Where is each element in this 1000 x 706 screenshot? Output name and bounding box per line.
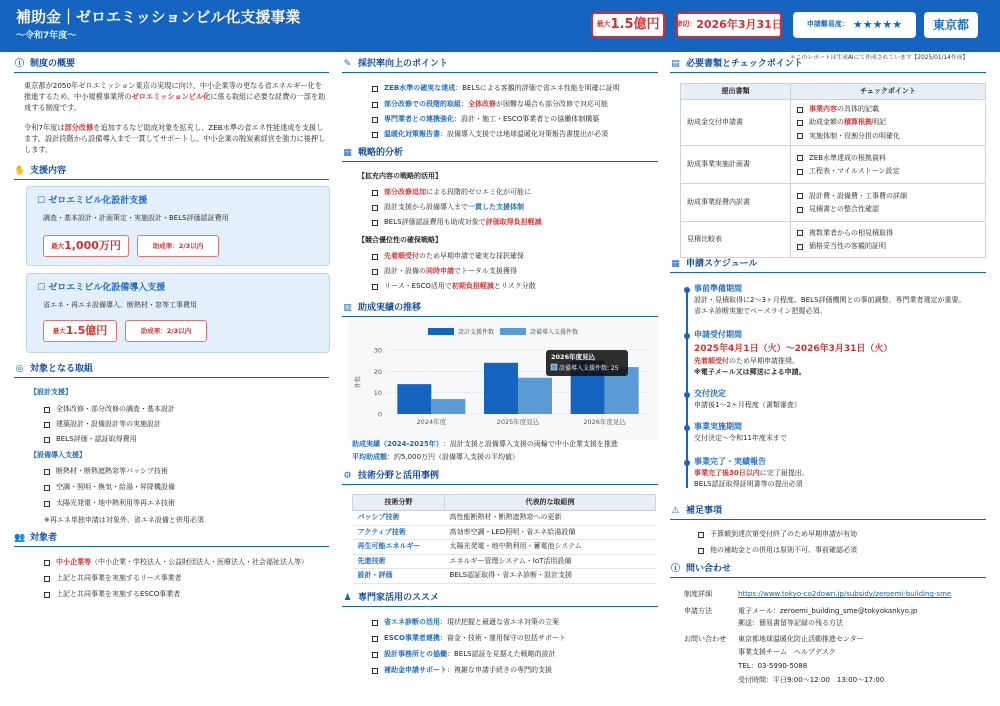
tooltip-value: 設備導入支援件数: 25	[559, 365, 619, 372]
list-item: 空調・照明・換気・給湯・昇降機設備	[44, 483, 175, 492]
contact-detail-label: 制度詳細	[684, 590, 712, 598]
list-item: 省エネ診断の活用 ：現状把握と最適な省エネ対策の立案	[372, 618, 559, 627]
section-support: ✋ 支援内容	[14, 165, 329, 180]
x-tick-label: 2025年度見込	[496, 418, 540, 426]
star-icons: ★★★★★	[852, 17, 903, 31]
targets-note: ※再エネ単独申請は対象外、省エネ設備と併用必須	[44, 516, 204, 524]
handshake-icon: ✋	[14, 165, 26, 176]
tooltip-swatch	[551, 364, 557, 370]
list-item: 設計支援から設備導入まで 一貫した支援体制	[372, 203, 524, 212]
page-subtitle: 〜令和7年度〜	[16, 31, 77, 41]
table-row: 助成金交付申請書 事業内容 の具体的記載 助成金額の 積算根拠 明記 実施体制・役割分担の明確化	[681, 100, 986, 146]
y-tick-label: 10	[373, 389, 382, 398]
gear-icon: ⚙	[343, 470, 352, 481]
support-card-equipment: ☐ ゼロエミビル化設備導入支援 省エネ・再エネ設備導入、断熱材・窓等工事費用 最大 1.5億円 助成率： 2/3以内	[26, 273, 330, 353]
results-bar-chart	[348, 320, 658, 440]
y-axis-label: 件数	[355, 375, 362, 389]
bar	[518, 378, 552, 414]
list-item: 上記と共同事業を実施するリース事業者	[44, 574, 182, 583]
section-tech: ⚙ 技術分野と活用事例	[342, 470, 658, 485]
list-item: 部分改修追加 による段階的ゼロエミ化が可能に	[372, 188, 531, 197]
section-docs: ▤ 必要書類とチェックポイント	[670, 58, 986, 73]
section-schedule: ▦ 申請スケジュール	[670, 258, 986, 273]
table-row: 助成事業実施計画書 ZEB水準達成の根拠資料 工程表・マイルストーン設定	[681, 146, 986, 184]
contact-inquiry-label: お問い合わせ	[684, 635, 726, 643]
bar	[431, 399, 465, 414]
list-item: 温暖化対策報告書 ：設備導入支援では地球温暖化対策報告書提出が必須	[372, 130, 608, 139]
pencil-icon: ✎	[343, 58, 352, 69]
section-contact: ⓘ 問い合わせ	[670, 563, 986, 578]
y-tick-label: 20	[373, 367, 382, 376]
page-title: 補助金｜ゼロエミッションビル化支援事業	[16, 8, 301, 26]
y-tick-label: 30	[373, 346, 382, 355]
table-row: 再生可能エネルギー 太陽光発電・地中熱利用・蓄電池システム	[353, 540, 656, 554]
list-item: リース・ESCO活用で 初期負担軽減 とリスク分散	[372, 282, 536, 291]
table-row: 助成事業経費内訳書 設計費・設備費・工事費の詳細 見積書との整合性確認	[681, 184, 986, 222]
section-points: ✎ 採択率向上のポイント	[342, 58, 658, 73]
table-row: アクティブ技術 高効率空調・LED照明・省エネ給湯設備	[353, 525, 656, 539]
legend-label: 設計支援件数	[458, 329, 495, 336]
x-tick-label: 2024年度	[416, 418, 447, 426]
calendar-icon: ▦	[671, 258, 680, 269]
section-results: ▥ 助成実績の推移	[342, 302, 658, 317]
bar	[397, 384, 431, 414]
strategy-group-1: 【拡充内容の戦略的活用】	[358, 172, 442, 180]
bar-chart-icon: ▥	[343, 302, 352, 313]
contact-tel: TEL：03-5990-5088	[738, 662, 808, 670]
contact-mail: 郵送：簡易書留等記録の残る方法	[738, 619, 843, 627]
table-row: 先進技術 エネルギー管理システム・IoT活用設備	[353, 554, 656, 568]
difficulty-badge: 申請難易度： ★★★★★	[793, 12, 916, 38]
chart-area	[348, 320, 658, 440]
list-item: 予算額到達次第受付終了のため早期申請が有効	[698, 530, 857, 539]
support-card-design: ☐ ゼロエミビル化設計支援 調査・基本設計・計画策定・実施設計・BELS評価認証費用 最大 1,000万円 助成率： 2/3以内	[26, 186, 330, 266]
list-item: 全体改修・部分改修の調査・基本設計	[44, 405, 175, 414]
results-summary: 助成実績（2024-2025年） ：設計支援と設備導入支援の両輪で中小企業支援を推進	[352, 440, 618, 448]
strategy-group-2: 【競合優位性の確保戦略】	[358, 236, 442, 244]
table-row: パッシブ技術 高性能断熱材・断熱遮熱窓への更新	[353, 511, 656, 525]
targets-group-equipment: 【設備導入支援】	[30, 451, 86, 459]
equipment-rate-pill: 助成率： 2/3以内	[125, 320, 207, 342]
expert-icon: ♟	[343, 592, 352, 603]
deadline-badge: 締切： 2026年3月31日	[676, 12, 782, 38]
tech-table: 技術分野 代表的な取組例 パッシブ技術 高性能断熱材・断熱遮熱窓への更新 アクティブ技術 高効率空調・LED照明・省エネ給湯設備 再生可能エネルギー 太陽光発電・地中熱利用・蓄電池システム 先進技術 エネルギー管理システム・IoT活用設備 設計・評価 BELS認証取得・省エネ診断・設計支援	[352, 494, 656, 584]
section-supplement: ⚠ 補足事項	[670, 505, 986, 520]
timeline-line	[686, 292, 688, 488]
contact-method-label: 申請方法	[684, 607, 712, 615]
contact-url-link[interactable]: https://www.tokyo-co2down.jp/subsidy/zeroemi-building-sme	[738, 590, 952, 598]
section-overview: ⓘ 制度の概要	[14, 58, 329, 73]
list-item: ESCO事業者連携 ：資金・技術・運用保守の包括サポート	[372, 634, 566, 643]
section-targets: ◎ 対象となる取組	[14, 363, 329, 378]
docs-table: 提出書類 チェックポイント 助成金交付申請書 事業内容 の具体的記載 助成金額の 積算根拠 明記 実施体制・役割分担の明確化 助成事業実施計画書 ZEB水準達成の根拠資料 工程表・マイルストーン設定 助成事業経費内訳書 設計費・設備費・工事費の詳細 見積書との整合性確認 見積比較表 複数業者からの相見積取得 価格妥当性の客観的証明	[680, 83, 986, 258]
design-rate-pill: 助成率： 2/3以内	[137, 235, 219, 257]
list-item: BELS評価・認証取得費用	[44, 435, 137, 444]
list-item: 中小企業等 （中小企業・学校法人・公益財団法人・医療法人・社会福祉法人等）	[44, 558, 308, 567]
list-item: ZEB水準の確実な達成 ：BELSによる客観的評価で省エネ性能を明確に証明	[372, 84, 620, 93]
list-item: 部分改修での段階的取組 ： 全体改修 が困難な場合も部分改修で対応可能	[372, 100, 608, 109]
contact-email[interactable]: 電子メール：zeroemi_building_sme@tokyokankyo.jp	[738, 607, 918, 615]
list-item: 先着順受付 のため早期申請で確実な採択確保	[372, 252, 524, 261]
info-icon: ⓘ	[670, 563, 680, 574]
equipment-max-pill: 最大 1.5億円	[43, 320, 117, 342]
results-average: 平均助成額 ：約5,000万円（設備導入支援の平均値）	[352, 453, 520, 461]
contact-team: 事業支援チーム ヘルプデスク	[738, 648, 836, 656]
info-icon: ⓘ	[14, 58, 24, 69]
bar	[484, 363, 518, 414]
tooltip-title: 2026年度見込	[551, 353, 596, 361]
contact-hours: 受付時間：平日9:00〜12:00 13:00〜17:00	[738, 676, 885, 684]
list-item: 他の補助金との併用は原則不可、事前確認必須	[698, 546, 857, 555]
list-item: 設計・設備の 同時申請 でトータル支援獲得	[372, 267, 517, 276]
targets-group-design: 【設計支援】	[30, 388, 72, 396]
section-strategy: ▦ 戦略的分析	[342, 147, 658, 162]
ai-note: ＊このレポートは生成AIにて作成されています【2025/01/14作成】	[790, 55, 969, 61]
contact-org: 東京都地球温暖化防止活動推進センター	[738, 635, 864, 643]
header	[0, 0, 1000, 52]
list-item: 断熱材・断熱遮熱窓等パッシブ技術	[44, 467, 168, 476]
list-item: BELS評価認証費用も助成対象で 評価取得負担軽減	[372, 218, 542, 227]
list-item: 上記と共同事業を実施するESCO事業者	[44, 590, 180, 599]
section-experts: ♟ 専門家活用のススメ	[342, 592, 658, 607]
legend-label: 設備導入支援件数	[530, 329, 579, 336]
section-eligible: 👥 対象者	[14, 532, 329, 547]
legend-swatch	[428, 328, 454, 335]
document-icon: ▤	[671, 58, 680, 69]
list-item: 建築設計・設備設計等の実施設計	[44, 420, 161, 429]
table-row: 見積比較表 複数業者からの相見積取得 価格妥当性の客観的証明	[681, 222, 986, 258]
legend-swatch	[500, 328, 526, 335]
list-item: 太陽光発電・地中熱利用等再エネ技術	[44, 499, 175, 508]
region-badge: 東京都	[924, 12, 978, 38]
x-tick-label: 2026年度見込	[583, 418, 626, 426]
warning-icon: ⚠	[671, 505, 680, 516]
table-row: 設計・評価 BELS認証取得・省エネ診断・設計支援	[353, 569, 656, 583]
y-tick-label: 0	[377, 410, 382, 419]
list-item: 専門業者との連携強化 ：設計・施工・ESCO事業者との協働体制構築	[372, 115, 599, 124]
overview-text-1: 東京都が2050年ゼロエミッション東京の実現に向け、中小企業等の更なる省エネルギー化を推進するため、中小規模事業所のゼロエミッションビル化に係る取組に必要な経費の一部を助成する制度です。	[24, 81, 326, 113]
list-item: 補助金申請サポート ：複雑な申請手続きの専門的支援	[372, 666, 552, 675]
overview-text-2: 令和7年度は部分改修を追加するなど助成対象を拡充し、ZEB水準の省エネ性能達成を支援します。設計段階から設備導入まで一貫してサポートし、中小企業の脱炭素経営を強力に後押しします。	[24, 123, 326, 155]
people-icon: 👥	[14, 532, 26, 543]
target-icon: ◎	[15, 363, 24, 374]
design-max-pill: 最大 1,000万円	[43, 235, 129, 257]
chart-icon: ▦	[343, 147, 352, 158]
list-item: 設計事務所との協働 ：BELS認証を見据えた戦略的設計	[372, 650, 556, 659]
max-amount-badge: 最大 1.5億円	[591, 12, 665, 38]
